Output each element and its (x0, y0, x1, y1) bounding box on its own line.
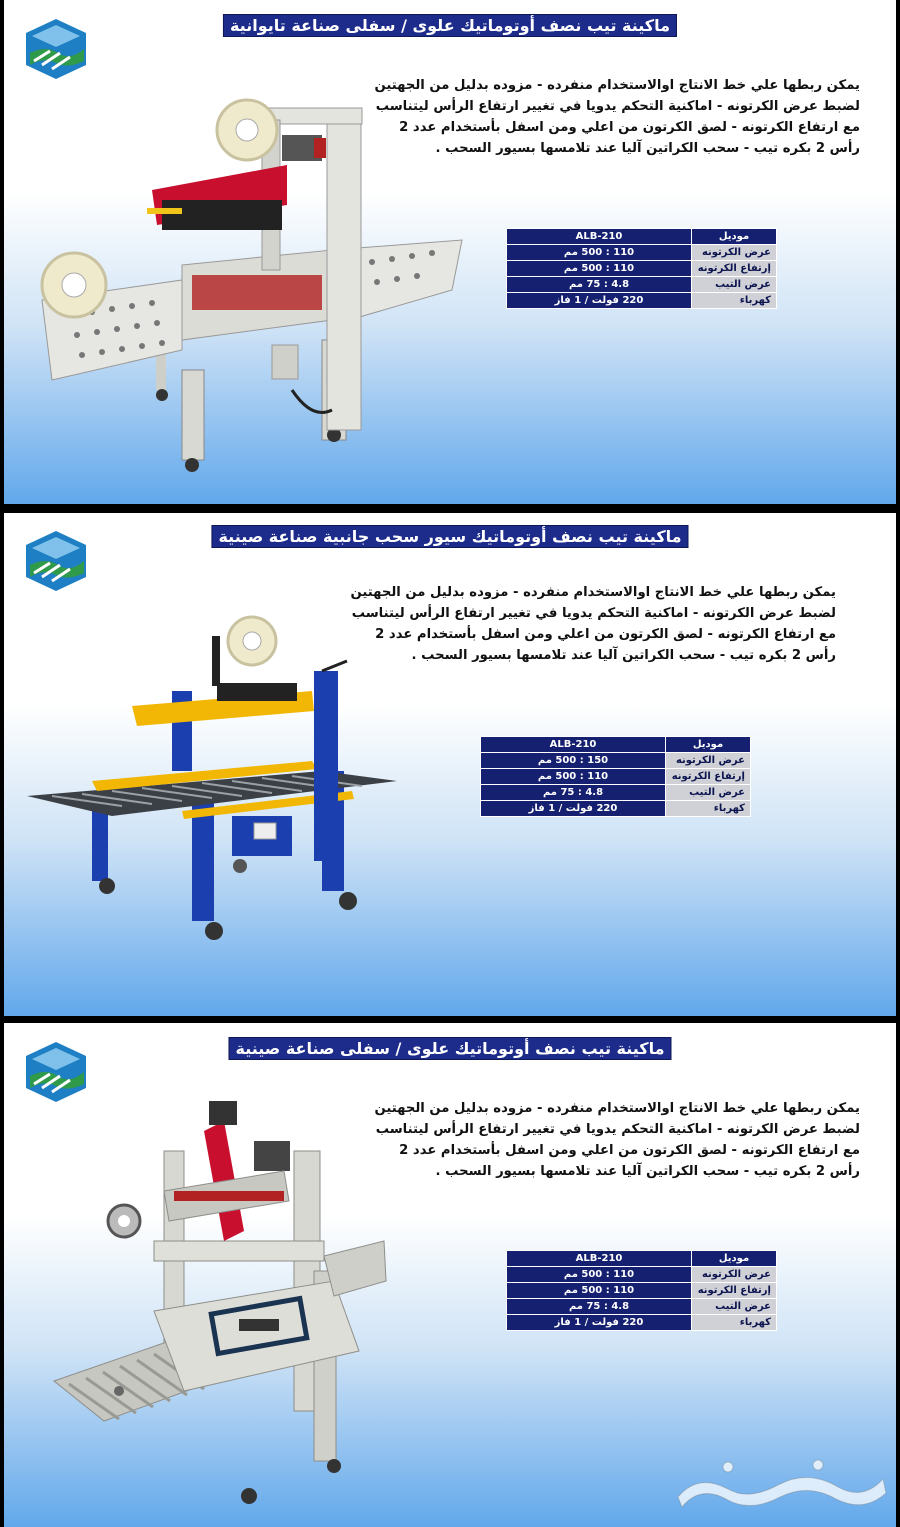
spec-label: عرض الكرتونه (692, 1267, 777, 1283)
spec-value: 110 : 500 مم (507, 245, 692, 261)
spec-value: 220 فولت / 1 فاز (507, 1315, 692, 1331)
spec-value: 4.8 : 75 مم (507, 277, 692, 293)
product-slide-3 (4, 1023, 896, 1527)
spec-label: كهرباء (666, 801, 751, 817)
spec-value: 4.8 : 75 مم (481, 785, 666, 801)
spec-value: ALB-210 (507, 1251, 692, 1267)
spec-label: كهرباء (692, 1315, 777, 1331)
product-slide-2 (4, 513, 896, 1016)
spec-label: موديل (692, 229, 777, 245)
haraj-watermark-logo-icon (668, 1455, 893, 1515)
carton-sealer-machine-image (22, 601, 402, 956)
carton-sealer-machine-image (32, 90, 472, 480)
spec-label: إرتفاع الكرتونه (666, 769, 751, 785)
spec-label: عرض الكرتونه (666, 753, 751, 769)
spec-label: عرض التيب (666, 785, 751, 801)
spec-label: موديل (666, 737, 751, 753)
carton-sealer-machine-image (44, 1091, 389, 1511)
spec-label: كهرباء (692, 293, 777, 309)
spec-label: إرتفاع الكرتونه (692, 1283, 777, 1299)
spec-value: 4.8 : 75 مم (507, 1299, 692, 1315)
spec-value: 220 فولت / 1 فاز (507, 293, 692, 309)
slide-title: ماكينة تيب نصف أوتوماتيك علوى / سفلى صناعة تايوانية (223, 14, 677, 37)
company-logo-icon (24, 17, 88, 81)
spec-label: عرض التيب (692, 277, 777, 293)
spec-table (480, 736, 751, 817)
spec-table (506, 228, 777, 309)
spec-value: 110 : 500 مم (507, 1283, 692, 1299)
spec-value: 110 : 500 مم (507, 261, 692, 277)
spec-value: 150 : 500 مم (481, 753, 666, 769)
spec-label: إرتفاع الكرتونه (692, 261, 777, 277)
product-description: يمكن ربطها علي خط الانتاج اوالاستخدام منفرده - مزوده بدليل من الجهتين لضبط عرض الكرتونه - اماكنية التحكم يدويا في تغيير ارتفاع الرأس ليتناسب مع ارتفاع الكرتونه - لصق الكرتون من اعلي ومن اسفل بأستخدام عدد 2 رأس 2 بكره تيب - سحب الكراتين آليا عند تلامسها بسيور السحب . (374, 1101, 860, 1179)
slide-title: ماكينة تيب نصف أوتوماتيك علوى / سفلى صناعة صينية (228, 1037, 671, 1060)
product-slide-1 (4, 0, 896, 504)
company-logo-icon (24, 529, 88, 593)
spec-value: ALB-210 (481, 737, 666, 753)
slide-title: ماكينة تيب نصف أوتوماتيك سيور سحب جانبية صناعة صينية (211, 525, 688, 548)
spec-value: 110 : 500 مم (481, 769, 666, 785)
product-description: يمكن ربطها علي خط الانتاج اوالاستخدام منفرده - مزوده بدليل من الجهتين لضبط عرض الكرتونه - اماكنية التحكم يدويا في تغيير ارتفاع الرأس ليتناسب مع ارتفاع الكرتونه - لصق الكرتون من اعلي ومن اسفل بأستخدام عدد 2 رأس 2 بكره تيب - سحب الكراتين آليا عند تلامسها بسيور السحب . (350, 585, 836, 663)
spec-label: موديل (692, 1251, 777, 1267)
product-description: يمكن ربطها علي خط الانتاج اوالاستخدام منفرده - مزوده بدليل من الجهتين لضبط عرض الكرتونه - اماكنية التحكم يدويا في تغيير ارتفاع الرأس ليتناسب مع ارتفاع الكرتونه - لصق الكرتون من اعلي ومن اسفل بأستخدام عدد 2 رأس 2 بكره تيب - سحب الكراتين آليا عند تلامسها بسيور السحب . (374, 78, 860, 156)
spec-value: 110 : 500 مم (507, 1267, 692, 1283)
spec-table (506, 1250, 777, 1331)
spec-label: عرض التيب (692, 1299, 777, 1315)
spec-value: 220 فولت / 1 فاز (481, 801, 666, 817)
spec-value: ALB-210 (507, 229, 692, 245)
spec-label: عرض الكرتونه (692, 245, 777, 261)
